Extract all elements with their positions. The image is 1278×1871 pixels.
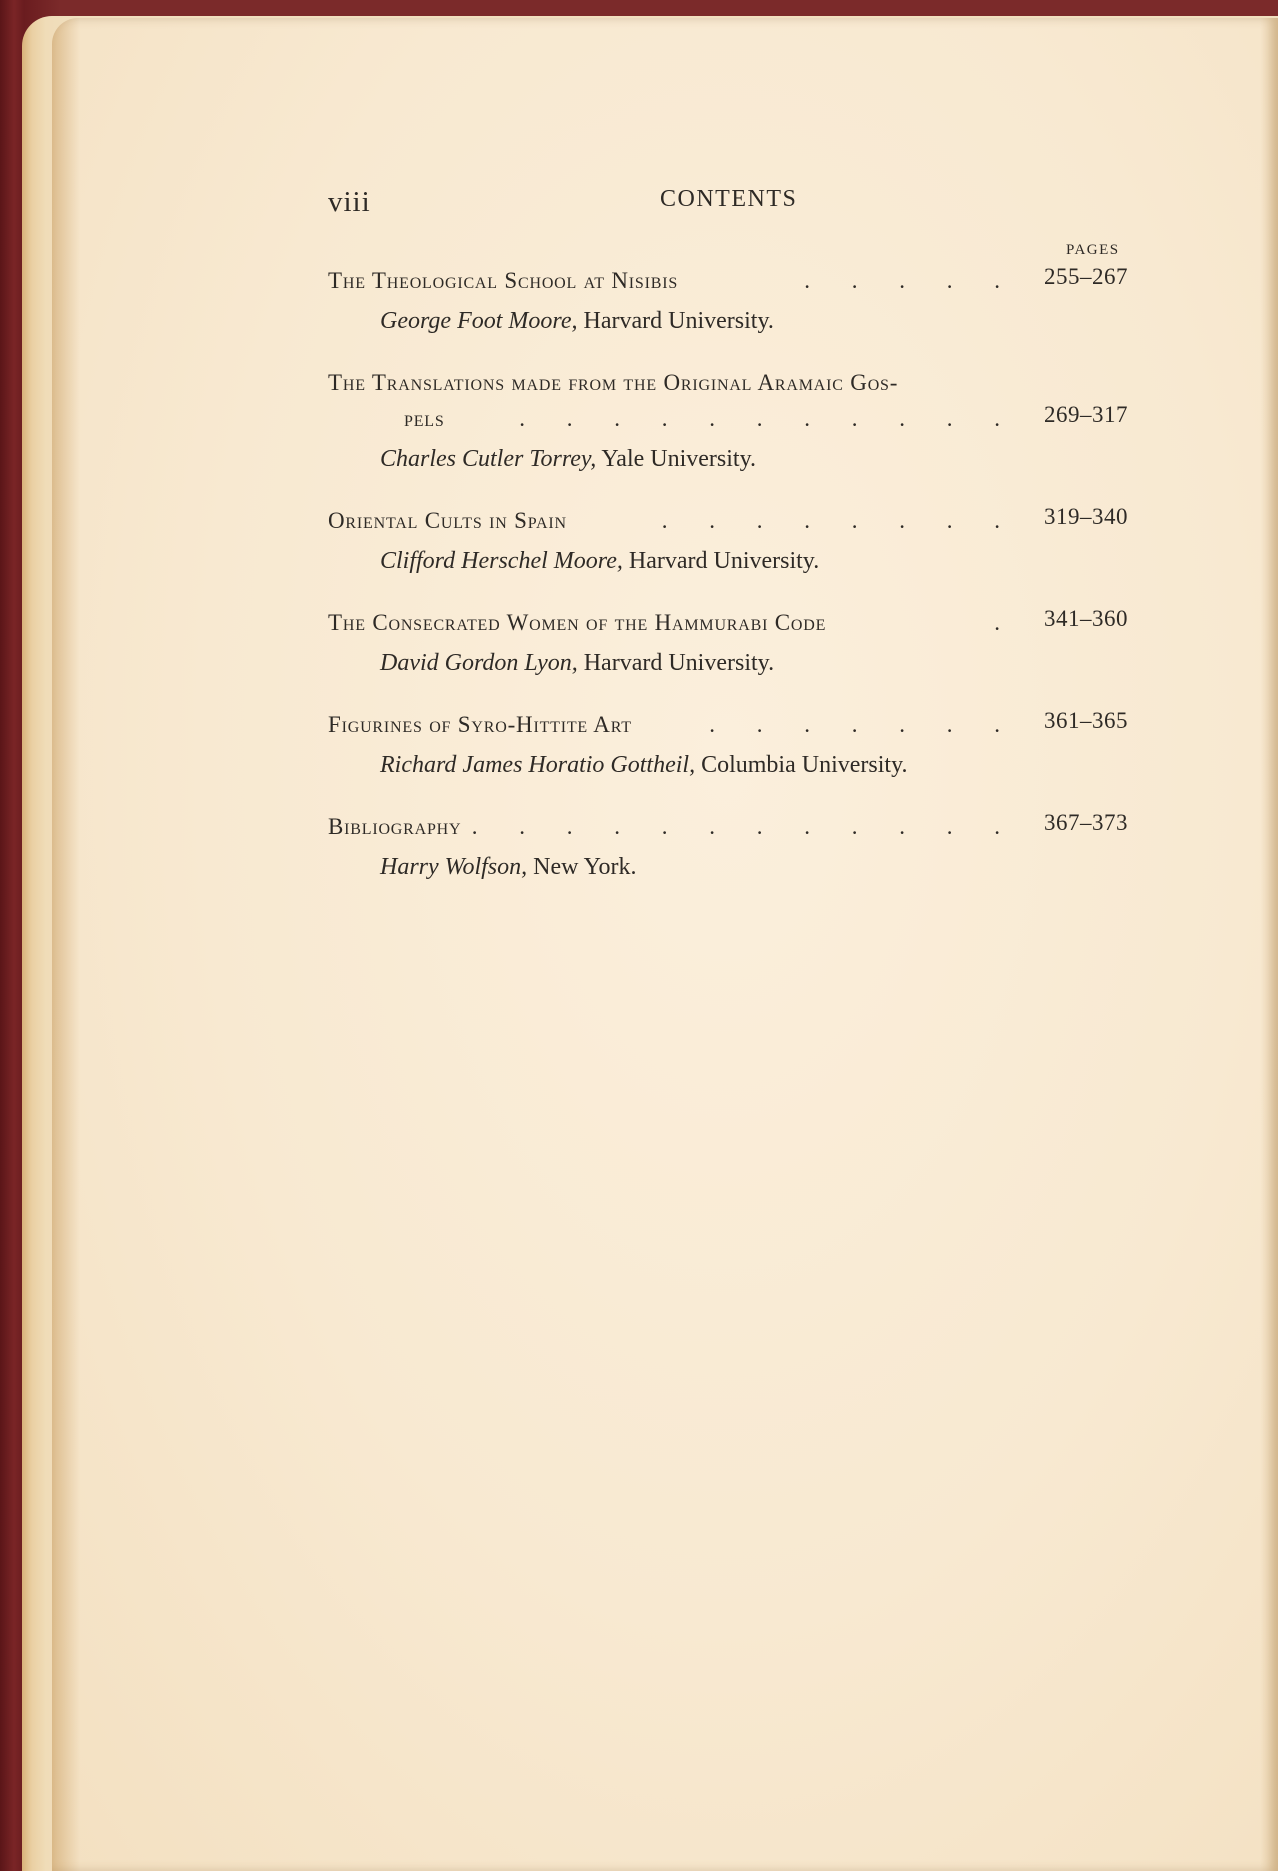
author-affiliation: New York. bbox=[527, 854, 637, 880]
entry-author-line bbox=[328, 854, 1128, 894]
pages-column-label: PAGES bbox=[1066, 242, 1120, 258]
entry-title: Bibliography bbox=[328, 814, 462, 839]
page-number: viii bbox=[328, 186, 371, 218]
contents-entry bbox=[328, 504, 1128, 588]
entry-author-line bbox=[328, 446, 1128, 486]
author-name: David Gordon Lyon, bbox=[380, 650, 578, 676]
page-range: 361–365 bbox=[1044, 708, 1128, 733]
leader-dots: . . . . . . . . . . . . bbox=[471, 814, 1018, 839]
entry-title: Figurines of Syro-Hittite Art bbox=[328, 712, 632, 737]
contents-entry bbox=[328, 606, 1128, 690]
author-name: Harry Wolfson, bbox=[380, 854, 528, 880]
page-range: 269–317 bbox=[1044, 402, 1128, 427]
entry-title: The Consecrated Women of the Hammurabi Code bbox=[328, 610, 827, 635]
entry-title-line bbox=[328, 504, 1128, 544]
page-range: 341–360 bbox=[1044, 606, 1128, 631]
entry-title-line bbox=[328, 370, 1128, 406]
entry-author-line bbox=[328, 650, 1128, 690]
author-name: Charles Cutler Torrey, bbox=[380, 446, 597, 472]
author-affiliation: Yale University. bbox=[596, 446, 757, 472]
author-name: George Foot Moore, bbox=[380, 308, 578, 334]
page-range: 319–340 bbox=[1044, 504, 1128, 529]
contents-entry bbox=[328, 370, 1128, 486]
leader-dots: . . . . . . . . bbox=[661, 508, 1018, 533]
leader-dots: . . . . . . . bbox=[709, 712, 1018, 737]
page-title: CONTENTS bbox=[660, 186, 798, 212]
contents-list bbox=[328, 264, 1128, 916]
entry-title-line bbox=[328, 264, 1128, 304]
entry-author-line bbox=[328, 308, 1128, 348]
page-range: 255–267 bbox=[1044, 264, 1128, 289]
entry-title-continued: pels bbox=[404, 406, 445, 431]
page-range: 367–373 bbox=[1044, 810, 1128, 835]
leader-dots: . . . . . bbox=[804, 268, 1018, 293]
contents-entry bbox=[328, 810, 1128, 894]
entry-title-line bbox=[328, 606, 1128, 646]
entry-author-line bbox=[328, 752, 1128, 792]
entry-title-line bbox=[328, 708, 1128, 748]
entry-title-line bbox=[328, 402, 1128, 442]
author-affiliation: Columbia University. bbox=[695, 752, 908, 778]
contents-entry bbox=[328, 708, 1128, 792]
author-affiliation: Harvard University. bbox=[577, 650, 775, 676]
author-name: Clifford Herschel Moore, bbox=[380, 548, 623, 574]
entry-title: The Theological School at Nisibis bbox=[328, 268, 679, 293]
entry-title-line bbox=[328, 810, 1128, 850]
author-name: Richard James Horatio Gottheil, bbox=[380, 752, 696, 778]
entry-title: Oriental Cults in Spain bbox=[328, 508, 567, 533]
entry-author-line bbox=[328, 548, 1128, 588]
author-affiliation: Harvard University. bbox=[622, 548, 820, 574]
entry-title: The Translations made from the Original Aramaic Gos- bbox=[328, 370, 899, 395]
author-affiliation: Harvard University. bbox=[577, 308, 774, 334]
contents-entry bbox=[328, 264, 1128, 348]
leader-dots: . bbox=[994, 610, 1018, 635]
leader-dots: . . . . . . . . . . . bbox=[519, 406, 1018, 431]
running-head bbox=[328, 182, 1128, 222]
